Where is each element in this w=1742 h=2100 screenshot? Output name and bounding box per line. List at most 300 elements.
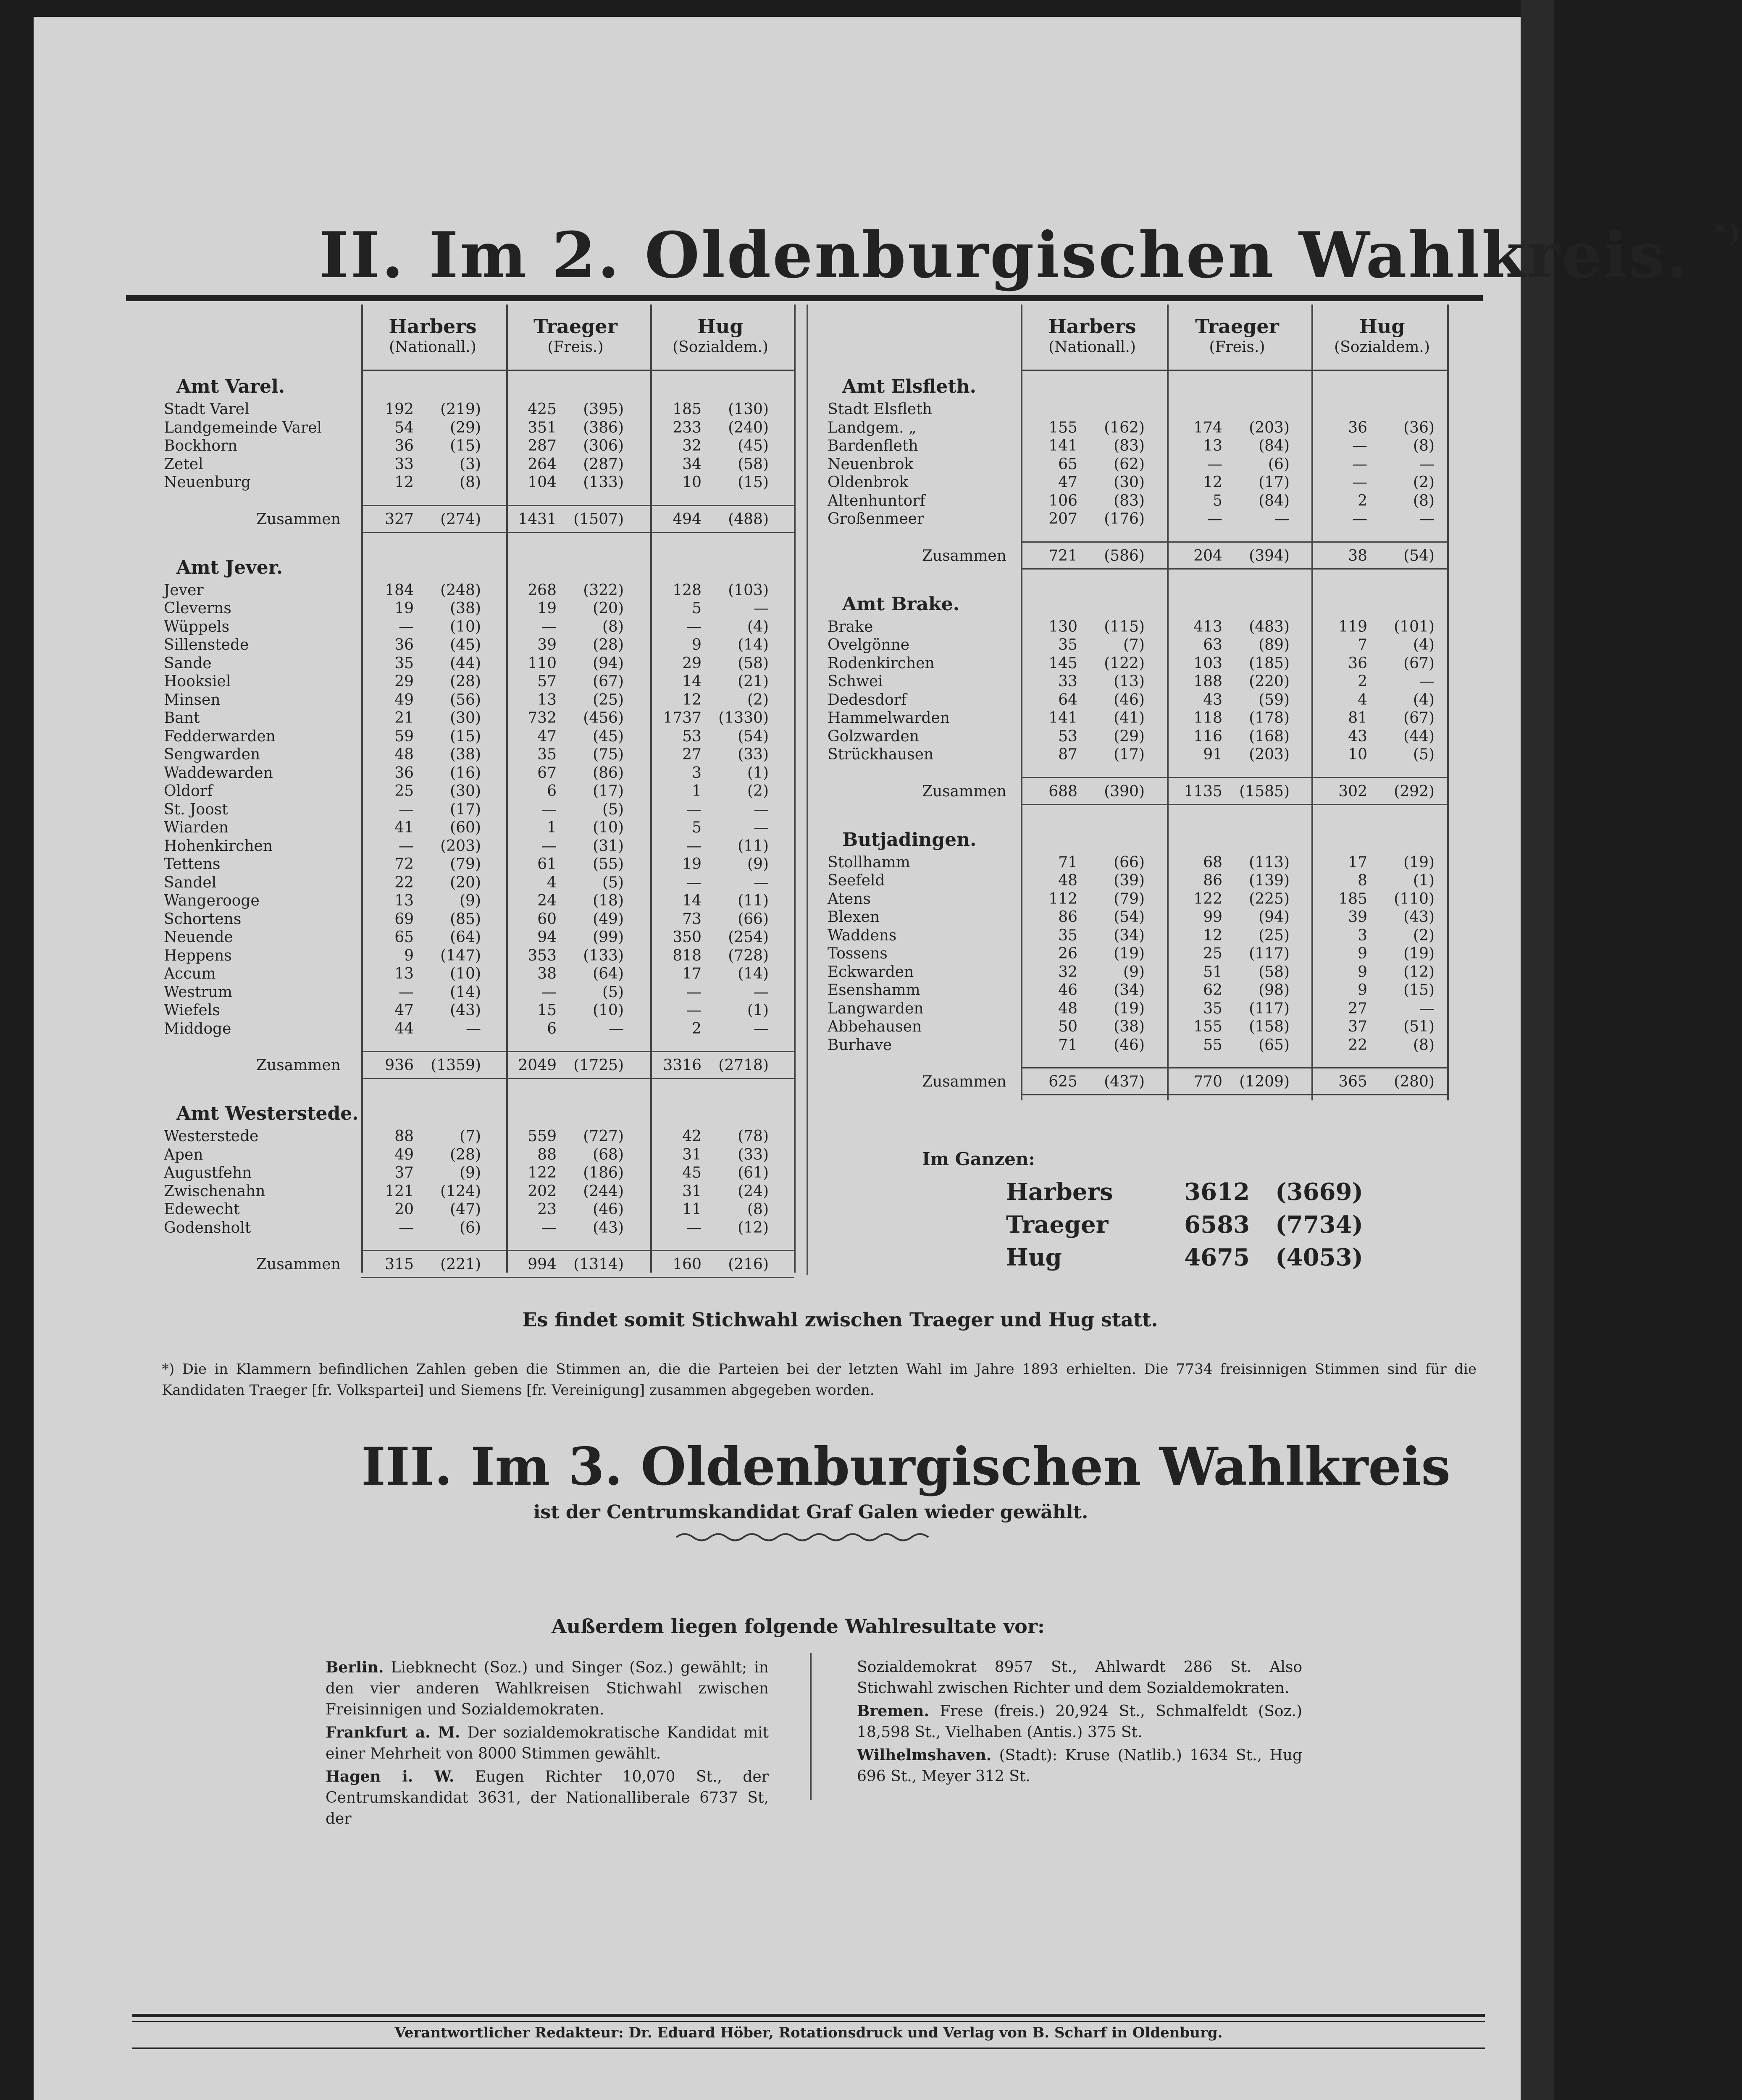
place-name: St. Joost bbox=[164, 801, 228, 818]
place-name: Minsen bbox=[164, 691, 221, 709]
place-name: Bant bbox=[164, 709, 200, 727]
value-previous: (1) bbox=[747, 1002, 769, 1019]
place-name: Stadt Varel bbox=[164, 401, 250, 418]
sum-label: Zusammen bbox=[256, 1057, 341, 1074]
value-current: 81 bbox=[1348, 709, 1367, 727]
value-current: 37 bbox=[394, 1164, 414, 1181]
place-name: Blexen bbox=[828, 908, 880, 926]
value-previous: (89) bbox=[1259, 636, 1290, 654]
value-current: 185 bbox=[673, 401, 702, 418]
sum-current: 38 bbox=[1348, 547, 1367, 564]
value-previous: (44) bbox=[450, 654, 481, 672]
value-previous: — bbox=[754, 1020, 769, 1037]
value-current: 122 bbox=[528, 1164, 557, 1181]
value-previous: (8) bbox=[1413, 1036, 1435, 1054]
value-current: 145 bbox=[1048, 654, 1077, 672]
value-previous: (178) bbox=[1249, 709, 1290, 727]
grand-total-label: Im Ganzen: bbox=[922, 1149, 1035, 1169]
value-current: — bbox=[686, 618, 702, 635]
sum-previous: (1359) bbox=[431, 1057, 481, 1074]
value-previous: (38) bbox=[450, 600, 481, 617]
column-header-name: Traeger bbox=[533, 315, 617, 338]
result-paragraph bbox=[326, 1722, 769, 1764]
grand-total-row bbox=[1006, 1244, 1384, 1273]
value-current: — bbox=[1352, 474, 1367, 491]
value-previous: (103) bbox=[728, 581, 769, 599]
value-previous: (94) bbox=[1259, 908, 1290, 926]
value-previous: (203) bbox=[1249, 419, 1290, 436]
table-row bbox=[164, 709, 794, 727]
value-previous: (130) bbox=[728, 401, 769, 418]
sum-current: 721 bbox=[1048, 547, 1077, 564]
table-row bbox=[164, 782, 794, 801]
place-name: Cleverns bbox=[164, 600, 231, 617]
value-previous: (67) bbox=[593, 673, 624, 690]
value-previous: (14) bbox=[738, 636, 769, 654]
value-current: 38 bbox=[537, 965, 557, 982]
value-previous: (17) bbox=[1114, 746, 1145, 763]
value-current: 9 bbox=[1358, 963, 1367, 981]
value-current: 35 bbox=[1203, 1000, 1222, 1017]
value-previous: (306) bbox=[583, 437, 624, 454]
value-current: 36 bbox=[1348, 419, 1367, 436]
value-current: 87 bbox=[1058, 746, 1077, 763]
place-name: Atens bbox=[828, 890, 871, 908]
sum-previous: (280) bbox=[1394, 1073, 1435, 1090]
table-row bbox=[164, 691, 794, 709]
value-current: 43 bbox=[1348, 727, 1367, 745]
value-previous: (162) bbox=[1104, 419, 1145, 436]
value-previous: — bbox=[1419, 455, 1435, 473]
table-row bbox=[828, 727, 1447, 746]
value-previous: (51) bbox=[1403, 1018, 1435, 1035]
table-row bbox=[164, 1200, 794, 1219]
value-previous: (15) bbox=[450, 437, 481, 454]
value-current: 13 bbox=[394, 892, 414, 909]
value-previous: (65) bbox=[1259, 1036, 1290, 1054]
value-current: — bbox=[399, 983, 414, 1001]
place-name: Dedesdorf bbox=[828, 691, 907, 709]
value-previous: (43) bbox=[1403, 908, 1435, 926]
value-current: 119 bbox=[1338, 618, 1367, 635]
table-row bbox=[828, 618, 1447, 636]
value-current: 71 bbox=[1058, 853, 1077, 871]
sum-previous: (292) bbox=[1394, 782, 1435, 800]
value-current: 185 bbox=[1338, 890, 1367, 908]
table-row bbox=[164, 746, 794, 764]
table-row bbox=[164, 473, 794, 492]
value-current: 31 bbox=[682, 1146, 702, 1163]
sum-rule-bottom bbox=[361, 532, 794, 533]
value-previous: (84) bbox=[1259, 437, 1290, 454]
value-current: 14 bbox=[682, 673, 702, 690]
votes-current: 4675 bbox=[1184, 1244, 1250, 1271]
value-previous: (322) bbox=[583, 581, 624, 599]
candidate-name: Harbers bbox=[1006, 1178, 1113, 1206]
place-name: Esenshamm bbox=[828, 982, 920, 999]
value-previous: (5) bbox=[602, 983, 624, 1001]
value-current: 9 bbox=[1358, 982, 1367, 999]
value-previous: (139) bbox=[1249, 872, 1290, 889]
value-current: — bbox=[686, 1002, 702, 1019]
value-current: 5 bbox=[692, 819, 702, 836]
table-row bbox=[164, 874, 794, 892]
value-previous: (25) bbox=[593, 691, 624, 709]
value-previous: (64) bbox=[450, 929, 481, 946]
value-previous: (24) bbox=[738, 1182, 769, 1200]
value-current: 118 bbox=[1193, 709, 1222, 727]
table-row bbox=[164, 983, 794, 1002]
value-previous: (78) bbox=[738, 1128, 769, 1145]
value-current: 60 bbox=[537, 910, 557, 928]
table-row bbox=[164, 1164, 794, 1182]
place-name: Westrum bbox=[164, 983, 232, 1001]
value-current: 207 bbox=[1048, 510, 1077, 528]
value-current: — bbox=[1207, 455, 1222, 473]
value-previous: (58) bbox=[1259, 963, 1290, 981]
value-current: 26 bbox=[1058, 945, 1077, 962]
table-row bbox=[828, 963, 1447, 982]
value-current: 49 bbox=[394, 1146, 414, 1163]
other-results-divider bbox=[810, 1653, 812, 1800]
sum-current: 204 bbox=[1193, 547, 1222, 564]
value-current: — bbox=[399, 1219, 414, 1236]
value-previous: (19) bbox=[1403, 853, 1435, 871]
value-current: 22 bbox=[1348, 1036, 1367, 1054]
value-current: — bbox=[541, 1219, 557, 1236]
table-row bbox=[164, 727, 794, 746]
table-row bbox=[828, 1036, 1447, 1055]
value-previous: (14) bbox=[738, 965, 769, 982]
value-current: 17 bbox=[682, 965, 702, 982]
sum-previous: (1209) bbox=[1239, 1073, 1290, 1090]
place-name: Golzwarden bbox=[828, 727, 919, 745]
table-row bbox=[164, 1001, 794, 1020]
value-current: — bbox=[541, 801, 557, 818]
place-name: Seefeld bbox=[828, 872, 885, 889]
sum-current: 160 bbox=[673, 1256, 702, 1273]
candidate-name: Hug bbox=[1006, 1244, 1062, 1271]
table-row bbox=[828, 927, 1447, 945]
table-row bbox=[164, 581, 794, 600]
value-previous: (248) bbox=[440, 581, 481, 599]
imprint-top-rule-thin bbox=[132, 2021, 1485, 2022]
place-name: Großenmeer bbox=[828, 510, 925, 528]
place-name: Bockhorn bbox=[164, 437, 238, 454]
value-previous: — bbox=[754, 600, 769, 617]
value-current: 23 bbox=[537, 1201, 557, 1218]
value-previous: (58) bbox=[738, 455, 769, 473]
value-current: — bbox=[686, 837, 702, 855]
sum-previous: (488) bbox=[728, 510, 769, 528]
value-previous: (64) bbox=[593, 965, 624, 982]
value-current: 6 bbox=[547, 782, 557, 800]
value-previous: (58) bbox=[738, 654, 769, 672]
value-previous: (43) bbox=[450, 1002, 481, 1019]
table-row bbox=[164, 618, 794, 636]
place-name: Edewecht bbox=[164, 1201, 240, 1218]
value-current: 12 bbox=[1203, 927, 1222, 944]
value-current: 48 bbox=[1058, 872, 1077, 889]
table-row bbox=[164, 654, 794, 673]
place-name: Heppens bbox=[164, 947, 232, 964]
value-previous: (60) bbox=[450, 819, 481, 836]
value-previous: (110) bbox=[1394, 890, 1435, 908]
place-name: Waddewarden bbox=[164, 764, 273, 782]
table-row bbox=[828, 455, 1447, 474]
value-current: 264 bbox=[528, 455, 557, 473]
table-row bbox=[828, 981, 1447, 1000]
value-current: 29 bbox=[394, 673, 414, 690]
value-current: 116 bbox=[1193, 727, 1222, 745]
sum-current: 302 bbox=[1338, 782, 1367, 800]
place-name: Sande bbox=[164, 654, 212, 672]
city-name: Frankfurt a. M. bbox=[326, 1724, 460, 1741]
value-current: 36 bbox=[394, 764, 414, 782]
sum-label: Zusammen bbox=[256, 510, 341, 528]
table-row bbox=[164, 892, 794, 910]
place-name: Eckwarden bbox=[828, 963, 914, 981]
result-text: Eugen Richter 10,070 St., der Centrumskandidat 3631, der Nationalliberale 6737 St, der bbox=[326, 1768, 769, 1827]
district-title: Amt Elsfleth. bbox=[842, 376, 976, 397]
value-current: — bbox=[541, 983, 557, 1001]
table-row bbox=[828, 853, 1447, 872]
column-header-hug bbox=[651, 315, 790, 356]
value-previous: (30) bbox=[450, 709, 481, 727]
place-name: Oldorf bbox=[164, 782, 213, 800]
value-previous: (85) bbox=[450, 910, 481, 928]
value-previous: (46) bbox=[1114, 1036, 1145, 1054]
table-row bbox=[164, 1182, 794, 1201]
value-previous: (46) bbox=[1114, 691, 1145, 709]
value-current: 184 bbox=[385, 581, 414, 599]
value-current: 94 bbox=[537, 929, 557, 946]
value-previous: (3) bbox=[460, 455, 481, 473]
result-paragraph bbox=[326, 1766, 769, 1830]
table-row bbox=[164, 672, 794, 691]
value-current: 37 bbox=[1348, 1018, 1367, 1035]
value-current: 1737 bbox=[663, 709, 702, 727]
value-current: 12 bbox=[394, 474, 414, 491]
value-current: 50 bbox=[1058, 1018, 1077, 1035]
table-row bbox=[164, 801, 794, 819]
place-name: Jever bbox=[164, 581, 204, 599]
value-current: 88 bbox=[537, 1146, 557, 1163]
value-previous: (124) bbox=[440, 1182, 481, 1200]
ornament-rule bbox=[676, 1531, 937, 1544]
value-current: 62 bbox=[1203, 982, 1222, 999]
value-previous: (147) bbox=[440, 947, 481, 964]
value-previous: (54) bbox=[738, 727, 769, 745]
place-name: Westerstede bbox=[164, 1128, 259, 1145]
votes-current: 3612 bbox=[1184, 1178, 1250, 1206]
sum-rule bbox=[361, 505, 794, 506]
value-current: — bbox=[1352, 455, 1367, 473]
column-header-party: (Nationall.) bbox=[1048, 339, 1136, 356]
result-text: Frese (freis.) 20,924 St., Schmalfeldt (Soz.) 18,598 St., Vielhaben (Antis.) 375 St. bbox=[857, 1703, 1302, 1741]
imprint-bottom-rule bbox=[132, 2048, 1485, 2049]
column-header-party: (Freis.) bbox=[1209, 339, 1265, 356]
value-current: 353 bbox=[528, 947, 557, 964]
district-title: Amt Westerstede. bbox=[176, 1103, 359, 1124]
sum-current: 2049 bbox=[518, 1057, 557, 1074]
value-previous: (59) bbox=[1259, 691, 1290, 709]
value-previous: (13) bbox=[1114, 673, 1145, 690]
value-current: 4 bbox=[547, 874, 557, 891]
value-previous: (2) bbox=[1413, 474, 1435, 491]
value-current: 47 bbox=[1058, 474, 1077, 491]
table-row bbox=[828, 400, 1447, 419]
value-previous: (185) bbox=[1249, 654, 1290, 672]
table-row bbox=[828, 437, 1447, 455]
value-current: 233 bbox=[673, 419, 702, 436]
value-previous: (84) bbox=[1259, 492, 1290, 509]
value-previous: (483) bbox=[1249, 618, 1290, 635]
value-previous: (456) bbox=[583, 709, 624, 727]
column-header-traeger bbox=[1168, 315, 1306, 356]
votes-previous: (3669) bbox=[1275, 1178, 1363, 1206]
place-name: Sillenstede bbox=[164, 636, 249, 654]
value-previous: — bbox=[754, 801, 769, 818]
value-current: 6 bbox=[547, 1020, 557, 1037]
value-current: 9 bbox=[692, 636, 702, 654]
value-previous: (34) bbox=[1114, 982, 1145, 999]
value-previous: (38) bbox=[450, 746, 481, 763]
value-previous: (287) bbox=[583, 455, 624, 473]
value-current: 103 bbox=[1193, 654, 1222, 672]
value-current: 71 bbox=[1058, 1036, 1077, 1054]
value-current: 48 bbox=[394, 746, 414, 763]
value-previous: (115) bbox=[1104, 618, 1145, 635]
value-current: 34 bbox=[682, 455, 702, 473]
value-previous: — bbox=[1274, 510, 1290, 528]
value-previous: — bbox=[1419, 1000, 1435, 1017]
value-previous: (158) bbox=[1249, 1018, 1290, 1035]
value-current: 110 bbox=[528, 654, 557, 672]
value-current: 5 bbox=[1213, 492, 1222, 509]
value-previous: (54) bbox=[1114, 908, 1145, 926]
result-paragraph bbox=[326, 1657, 769, 1720]
value-previous: (5) bbox=[602, 801, 624, 818]
value-current: 39 bbox=[1348, 908, 1367, 926]
value-previous: (6) bbox=[1268, 455, 1290, 473]
place-name: Bardenfleth bbox=[828, 437, 918, 454]
value-current: 10 bbox=[682, 474, 702, 491]
value-current: 29 bbox=[682, 654, 702, 672]
result-paragraph bbox=[857, 1657, 1302, 1699]
value-current: 3 bbox=[692, 764, 702, 782]
place-name: Wiarden bbox=[164, 819, 229, 836]
table-row bbox=[164, 855, 794, 874]
table-row bbox=[828, 492, 1447, 510]
value-current: 121 bbox=[385, 1182, 414, 1200]
value-current: — bbox=[399, 837, 414, 855]
value-current: 1 bbox=[547, 819, 557, 836]
value-current: 54 bbox=[394, 419, 414, 436]
value-previous: (55) bbox=[593, 856, 624, 873]
value-current: 202 bbox=[528, 1182, 557, 1200]
value-current: 72 bbox=[394, 856, 414, 873]
center-divider bbox=[807, 304, 808, 1275]
value-current: 65 bbox=[394, 929, 414, 946]
value-current: 68 bbox=[1203, 853, 1222, 871]
other-results-title: Außerdem liegen folgende Wahlresultate vor: bbox=[552, 1615, 1045, 1638]
place-name: Accum bbox=[164, 965, 216, 982]
table-row bbox=[164, 1219, 794, 1237]
table-row bbox=[164, 419, 794, 437]
value-current: 47 bbox=[537, 727, 557, 745]
value-current: 7 bbox=[1358, 636, 1367, 654]
value-current: 48 bbox=[1058, 1000, 1077, 1017]
value-previous: (44) bbox=[1403, 727, 1435, 745]
value-previous: (186) bbox=[583, 1164, 624, 1181]
value-current: 104 bbox=[528, 474, 557, 491]
value-current: 155 bbox=[1048, 419, 1077, 436]
value-previous: (94) bbox=[593, 654, 624, 672]
value-previous: (1330) bbox=[718, 709, 769, 727]
value-previous: (46) bbox=[593, 1201, 624, 1218]
value-current: 112 bbox=[1048, 890, 1077, 908]
value-current: 64 bbox=[1058, 691, 1077, 709]
value-previous: (29) bbox=[1114, 727, 1145, 745]
value-previous: (8) bbox=[602, 618, 624, 635]
table-row bbox=[828, 419, 1447, 437]
place-name: Landgemeinde Varel bbox=[164, 419, 322, 436]
table-row bbox=[164, 455, 794, 474]
value-previous: (10) bbox=[593, 1002, 624, 1019]
value-previous: (727) bbox=[583, 1128, 624, 1145]
value-previous: (12) bbox=[1403, 963, 1435, 981]
value-previous: (36) bbox=[1403, 419, 1435, 436]
value-current: 35 bbox=[537, 746, 557, 763]
value-previous: (203) bbox=[1249, 746, 1290, 763]
table-row bbox=[828, 691, 1447, 709]
value-current: 45 bbox=[682, 1164, 702, 1181]
place-name: Abbehausen bbox=[828, 1018, 922, 1035]
value-previous: (28) bbox=[450, 673, 481, 690]
sum-current: 1431 bbox=[518, 510, 557, 528]
district-title: Amt Jever. bbox=[176, 556, 283, 578]
value-current: — bbox=[1352, 510, 1367, 528]
value-previous: (79) bbox=[1114, 890, 1145, 908]
value-current: 10 bbox=[1348, 746, 1367, 763]
value-current: 32 bbox=[682, 437, 702, 454]
place-name: Schortens bbox=[164, 910, 242, 928]
table-row bbox=[164, 910, 794, 929]
table-row bbox=[828, 890, 1447, 908]
value-previous: (19) bbox=[1403, 945, 1435, 962]
place-name: Neuenbrok bbox=[828, 455, 914, 473]
value-previous: (34) bbox=[1114, 927, 1145, 944]
value-current: 69 bbox=[394, 910, 414, 928]
value-previous: (41) bbox=[1114, 709, 1145, 727]
value-previous: (7) bbox=[460, 1128, 481, 1145]
place-name: Zwischenahn bbox=[164, 1182, 265, 1200]
value-current: 63 bbox=[1203, 636, 1222, 654]
place-name: Tettens bbox=[164, 856, 221, 873]
value-current: 106 bbox=[1048, 492, 1077, 509]
value-previous: (99) bbox=[593, 929, 624, 946]
sum-current: 936 bbox=[385, 1057, 414, 1074]
value-previous: (33) bbox=[738, 1146, 769, 1163]
sum-rule bbox=[361, 1250, 794, 1251]
place-name: Sengwarden bbox=[164, 746, 260, 763]
place-name: Burhave bbox=[828, 1036, 892, 1054]
value-current: 155 bbox=[1193, 1018, 1222, 1035]
value-current: 32 bbox=[1058, 963, 1077, 981]
votes-previous: (4053) bbox=[1275, 1244, 1363, 1271]
place-name: Tossens bbox=[828, 945, 888, 962]
